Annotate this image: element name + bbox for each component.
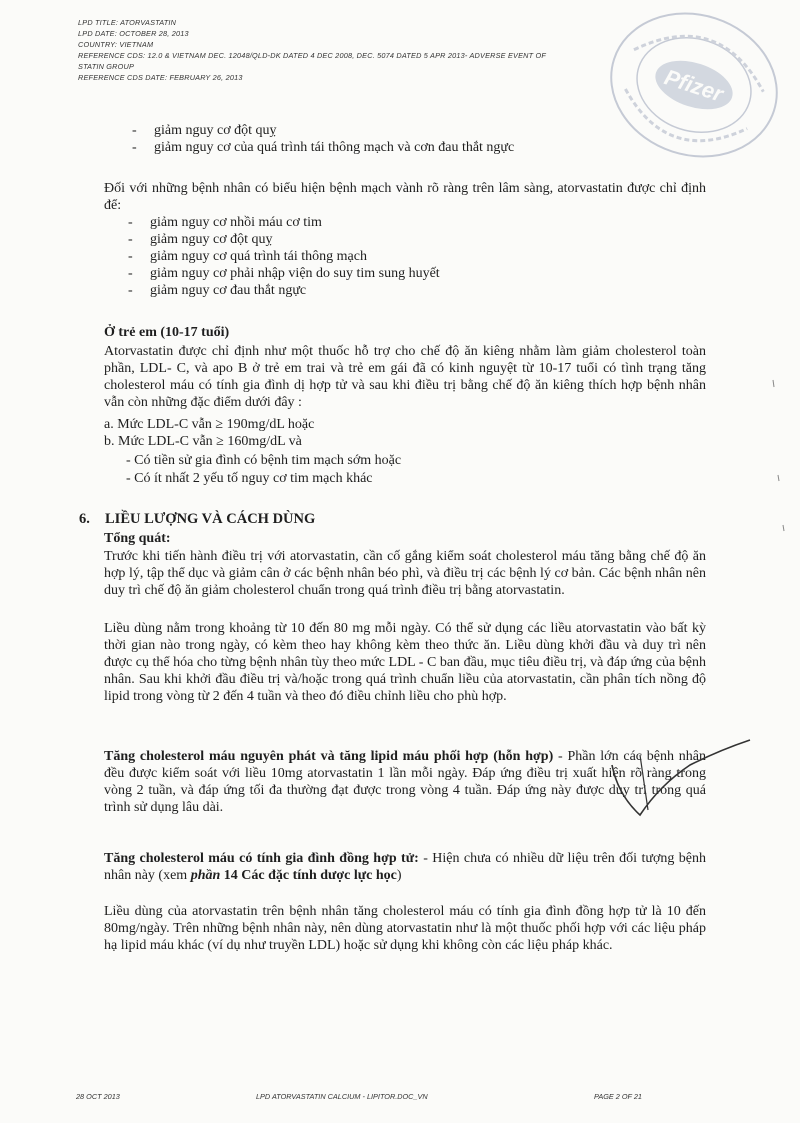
list-item: - giảm nguy cơ quá trình tái thông mạch <box>128 249 367 264</box>
bullet-dash: - <box>128 266 133 281</box>
footer-date: 28 OCT 2013 <box>76 1092 120 1101</box>
section-number: 6. <box>79 511 90 527</box>
primary-heading: Tăng cholesterol máu nguyên phát và tăng lipid máu phối hợp (hỗn hợp) <box>104 749 554 764</box>
familial-paragraph <box>104 850 706 884</box>
bullet-dash: - <box>128 215 133 230</box>
svg-text:Pfizer: Pfizer <box>661 64 727 107</box>
familial-ref-italic: phần <box>190 868 221 883</box>
header-date: LPD DATE: OCTOBER 28, 2013 <box>78 29 189 38</box>
general-heading: Tổng quát: <box>104 531 171 546</box>
header-title: LPD TITLE: ATORVASTATIN <box>78 18 177 27</box>
page-speck-marks <box>758 375 788 545</box>
pediatric-heading: Ở trẻ em (10-17 tuổi) <box>104 325 230 340</box>
header-reference-cds: REFERENCE CDS: 12.0 & VIETNAM DEC. 12048/QLD-DK DATED 4 DEC 2008, DEC. 5074 DATED 5 APR 2013- ADVERSE EVENT OF <box>78 51 547 60</box>
list-item: - giảm nguy cơ nhồi máu cơ tim <box>128 215 322 230</box>
familial-heading: Tăng cholesterol máu có tính gia đình đồng hợp tử: <box>104 851 419 866</box>
coronary-intro: Đối với những bệnh nhân có biểu hiện bệnh mạch vành rõ ràng trên lâm sàng, atorvastatin được chỉ định để: <box>104 181 706 213</box>
header-reference-cds-date: REFERENCE CDS DATE: FEBRUARY 26, 2013 <box>78 73 243 82</box>
list-item: - giảm nguy cơ phải nhập viện do suy tim sung huyết <box>128 266 440 281</box>
pediatric-body: Atorvastatin được chỉ định như một thuốc hỗ trợ cho chế độ ăn kiêng nhằm làm giảm cholesterol toàn phần, LDL- C, và apo B ở trẻ em trai và trẻ em gái đã có kinh nguyệt từ 10-17 tuổi có tình trạng tăng cholesterol máu có tính gia đình dị hợp tử và sau khi điều trị bằng chế độ ăn kiêng thích hợp bệnh nhân vẫn còn những đặc điểm dưới đây : <box>104 344 706 410</box>
pediatric-item-b: b. Mức LDL-C vẫn ≥ 160mg/dL và <box>104 434 302 449</box>
list-item: - giảm nguy cơ đột quỵ <box>132 123 277 138</box>
primary-body: - Phần lớn các bệnh nhân đều được kiểm soát với liều 10mg atorvastatin 1 lần mỗi ngày. Đáp ứng điều trị xuất hiện rõ ràng trong vòng 2 tuần, và đáp ứng tối đa thường đạt được trong vòng 4 tuần. Đáp ứng này được duy trì trong quá trình sử dụng lâu dài. <box>104 749 706 815</box>
familial-body: - Hiện chưa có nhiều dữ liệu trên đối tượng bệnh nhân này (xem <box>104 851 706 883</box>
section-title: LIỀU LƯỢNG VÀ CÁCH DÙNG <box>105 511 316 527</box>
top-bullet-list <box>132 122 514 156</box>
bullet-dash: - <box>132 140 137 155</box>
pediatric-item-a: a. Mức LDL-C vẫn ≥ 190mg/dL hoặc <box>104 417 315 432</box>
bullet-dash: - <box>128 249 133 264</box>
footer-document-name: LPD ATORVASTATIN CALCIUM - LIPITOR.DOC_VN <box>256 1092 428 1101</box>
general-paragraph-2: Liều dùng nằm trong khoảng từ 10 đến 80 mg mỗi ngày. Có thể sử dụng các liều atorvastatin vào bất kỳ thời gian nào trong ngày, có kèm theo hay không kèm theo thức ăn. Liều dùng khởi đầu và duy trì nên được cụ thể hóa cho từng bệnh nhân tùy theo mức LDL - C ban đầu, mục tiêu điều trị, và đáp ứng của bệnh nhân. Sau khi khởi đầu điều trị và/hoặc trong quá trình chuẩn liều của atorvastatin, cần phân tích nồng độ lipid trong vòng từ 2 đến 4 tuần và theo đó điều chỉnh liều cho phù hợp. <box>104 621 706 704</box>
section-heading <box>79 511 315 528</box>
pediatric-sub-item: - Có ít nhất 2 yếu tố nguy cơ tim mạch khác <box>126 471 373 486</box>
header-country: COUNTRY: VIETNAM <box>78 40 154 49</box>
bullet-dash: - <box>128 283 133 298</box>
bullet-dash: - <box>128 232 133 247</box>
general-paragraph-1: Trước khi tiến hành điều trị với atorvastatin, cần cố gắng kiểm soát cholesterol máu tăng bằng chế độ ăn hợp lý, tập thể dục và giảm cân ở các bệnh nhân béo phì, và điều trị các bệnh lý cơ bản. Các bệnh nhân nên duy trì chế độ ăn giảm cholesterol chuẩn trong quá trình điều trị bằng atorvastatin. <box>104 549 706 598</box>
list-item: - giảm nguy cơ đột quỵ <box>128 232 273 247</box>
handwritten-check-mark <box>600 735 760 825</box>
footer-page-number: PAGE 2 OF 21 <box>594 1092 642 1101</box>
coronary-bullet-list <box>128 214 440 299</box>
bullet-dash: - <box>132 123 137 138</box>
header-reference-cds-cont: STATIN GROUP <box>78 62 135 71</box>
list-item: - giảm nguy cơ của quá trình tái thông mạch và cơn đau thắt ngực <box>132 140 515 155</box>
document-footer <box>0 1092 800 1106</box>
familial-ref-bold: 14 Các đặc tính dược lực học <box>220 868 397 883</box>
familial-close: ) <box>396 868 402 883</box>
list-item: - giảm nguy cơ đau thắt ngực <box>128 283 307 298</box>
pediatric-sub-item: - Có tiền sử gia đình có bệnh tim mạch sớm hoặc <box>126 453 402 468</box>
dose-paragraph: Liều dùng của atorvastatin trên bệnh nhân tăng cholesterol máu có tính gia đình đồng hợp tử là 10 đến 80mg/ngày. Trên những bệnh nhân này, nên dùng atorvastatin như là một thuốc phối hợp với các liệu pháp hạ lipid máu khác (ví dụ như truyền LDL) hoặc sử dụng khi không còn các liệu pháp khác. <box>104 904 706 953</box>
